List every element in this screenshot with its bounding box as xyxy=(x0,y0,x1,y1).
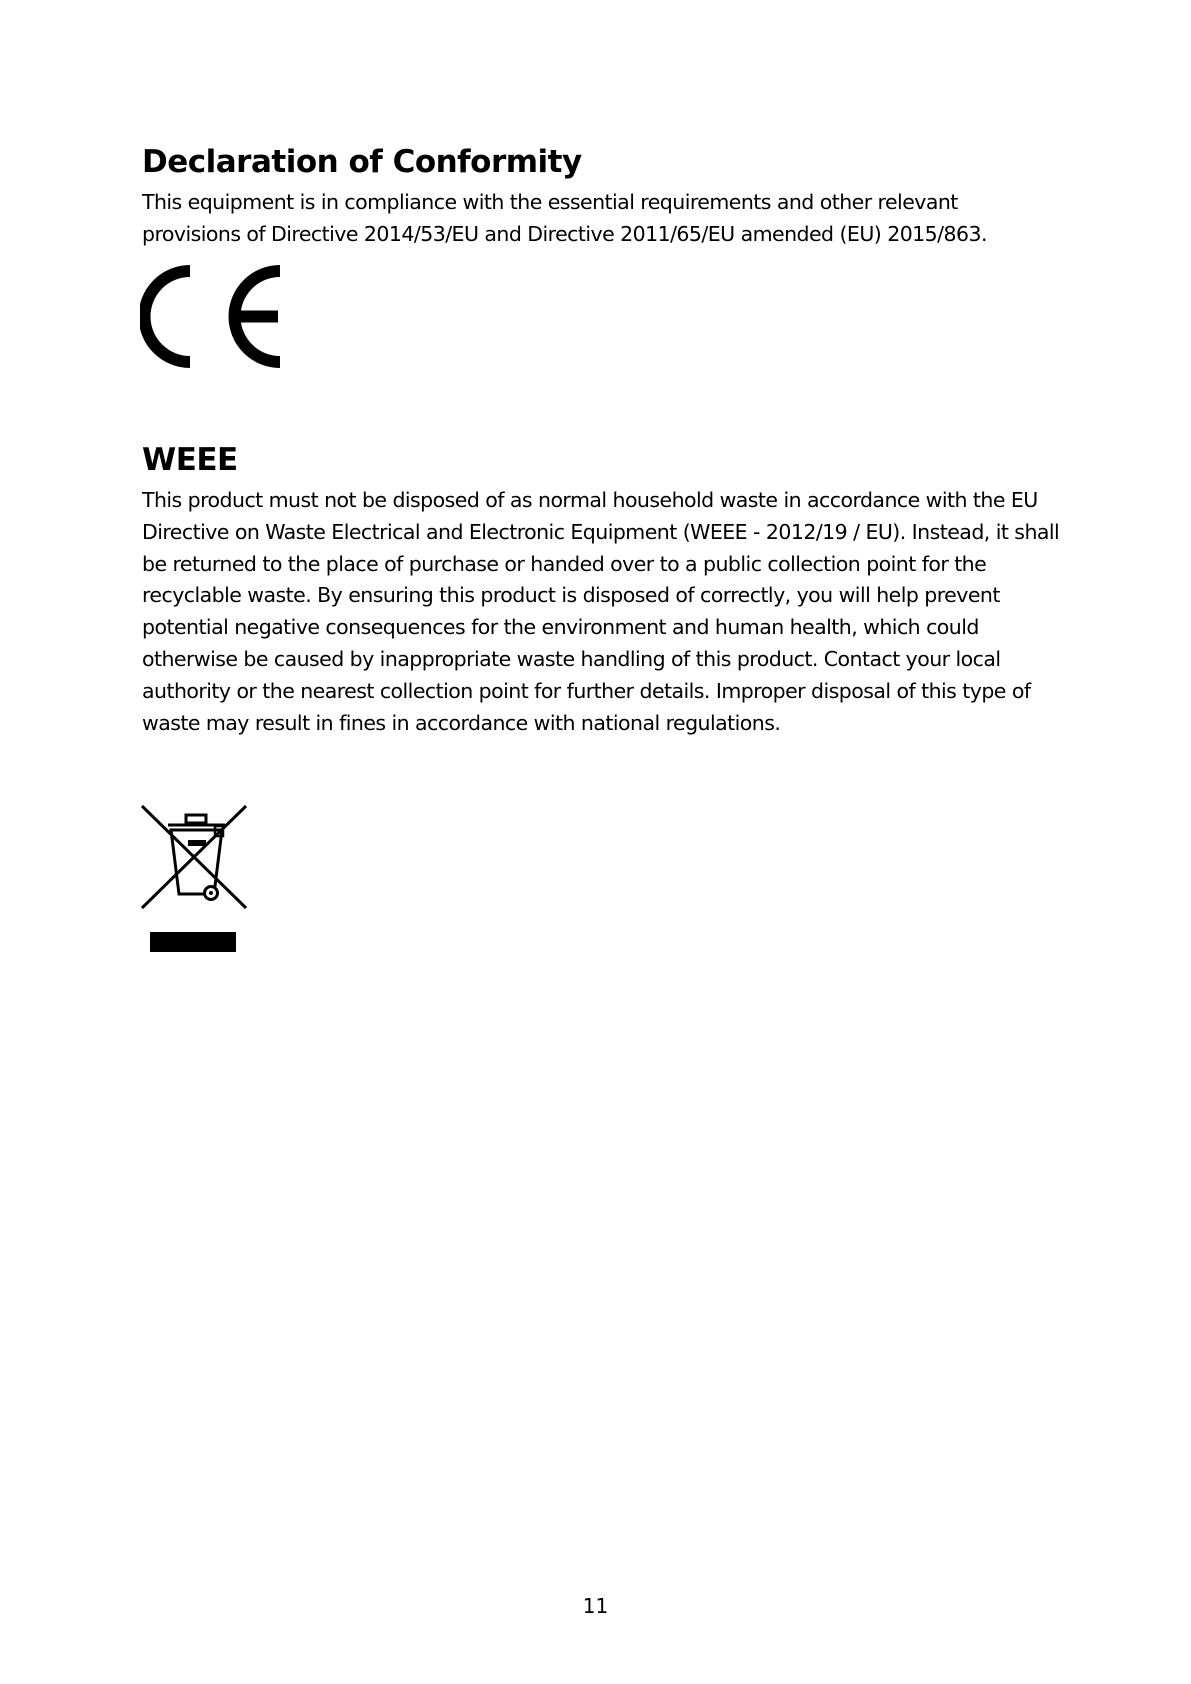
weee-line: recyclable waste. By ensuring this product is disposed of correctly, you will help prevent xyxy=(142,583,1000,608)
weee-paragraph xyxy=(142,485,1059,739)
weee-line: This product must not be disposed of as normal household waste in accordance with the EU xyxy=(142,488,1038,512)
weee-line: waste may result in fines in accordance with national regulations. xyxy=(142,710,781,735)
weee-line: potential negative consequences for the environment and human health, which could xyxy=(142,615,979,640)
declaration-line: This equipment is in compliance with the essential requirements and other relevant xyxy=(142,190,958,214)
page-number: 11 xyxy=(582,1594,609,1618)
ce-mark-icon xyxy=(140,265,282,368)
weee-line: authority or the nearest collection point for further details. Improper disposal of this type of xyxy=(142,678,1031,703)
weee-line: otherwise be caused by inappropriate waste handling of this product. Contact your local xyxy=(142,646,1001,671)
declaration-paragraph xyxy=(142,187,987,251)
declaration-heading: Declaration of Conformity xyxy=(142,144,582,180)
weee-line: Directive on Waste Electrical and Electronic Equipment (WEEE - 2012/19 / EU). Instead, it shall xyxy=(142,519,1060,544)
weee-heading: WEEE xyxy=(142,442,238,478)
crossed-out-wheelie-bin-icon xyxy=(140,804,248,954)
weee-line: be returned to the place of purchase or handed over to a public collection point for the xyxy=(142,551,987,576)
declaration-line: provisions of Directive 2014/53/EU and Directive 2011/65/EU amended (EU) 2015/863. xyxy=(142,221,987,246)
